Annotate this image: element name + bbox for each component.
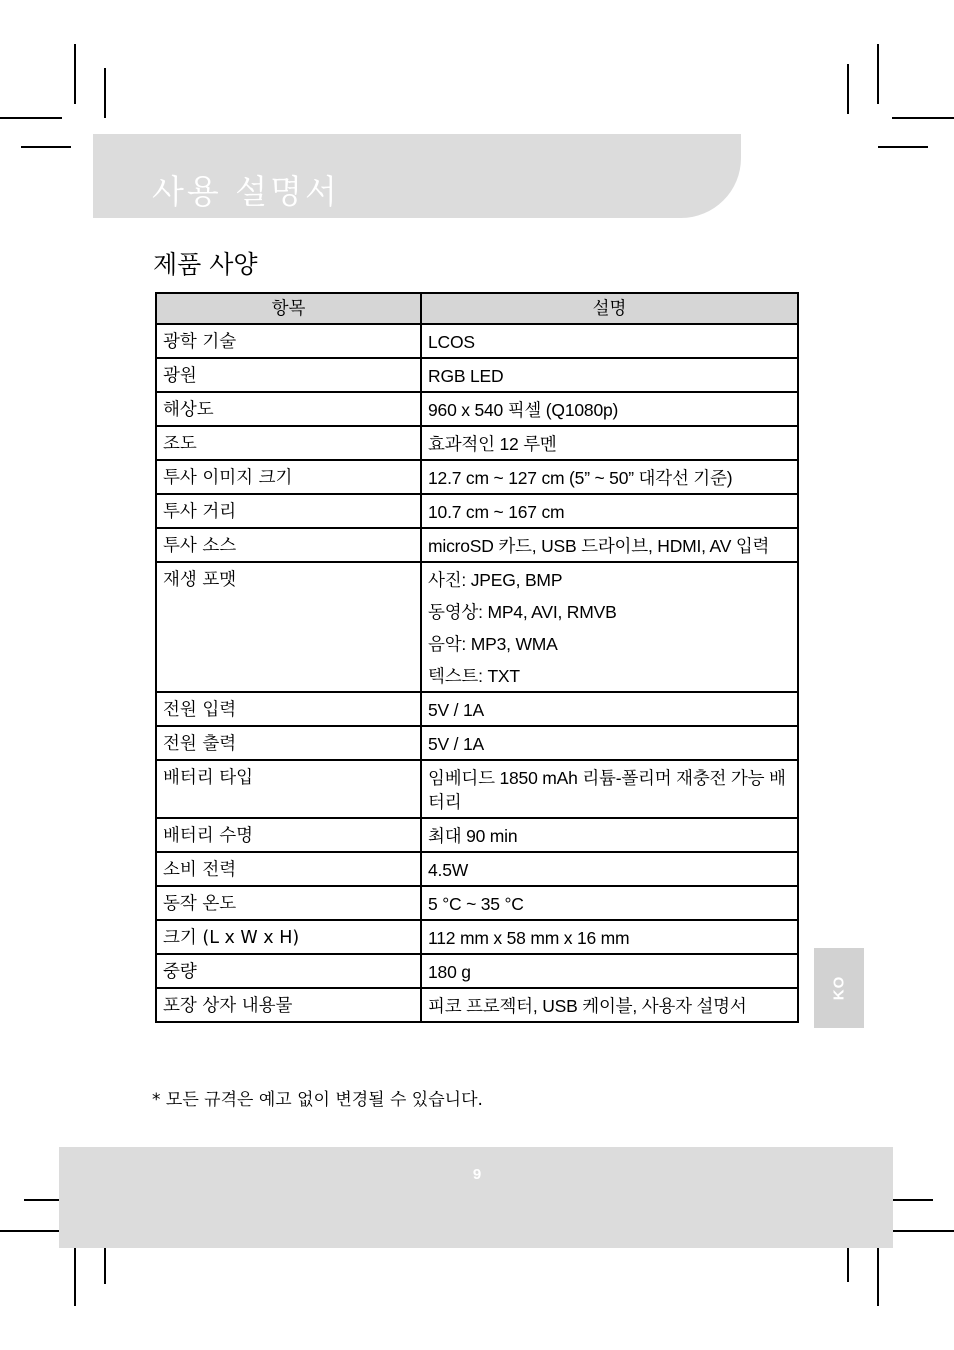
table-row [156, 324, 798, 358]
spec-label: 광원 [156, 358, 421, 392]
spec-value-cell [421, 562, 798, 692]
table-row [156, 988, 798, 1022]
table-row [156, 562, 798, 692]
table-row [156, 886, 798, 920]
spec-label: 포장 상자 내용물 [156, 988, 421, 1022]
spec-value-cell [421, 920, 798, 954]
spec-value: 효과적인 12 루멘 [428, 434, 557, 454]
spec-value: 음악: MP3, WMA [428, 634, 558, 654]
spec-value: 960 x 540 픽셀 (Q1080p) [428, 400, 619, 420]
crop-mark [877, 1246, 879, 1306]
spec-value-cell [421, 886, 798, 920]
spec-label: 중량 [156, 954, 421, 988]
spec-value-cell [421, 852, 798, 886]
table-row [156, 426, 798, 460]
spec-value: 동영상: MP4, AVI, RMVB [428, 602, 617, 622]
spec-value-cell [421, 988, 798, 1022]
table-row [156, 726, 798, 760]
spec-value-cell [421, 692, 798, 726]
section-title: 제품 사양 [153, 250, 258, 279]
spec-value: 112 mm x 58 mm x 16 mm [428, 928, 630, 948]
spec-label: 광학 기술 [156, 324, 421, 358]
table-row [156, 692, 798, 726]
spec-value: 5 °C ~ 35 °C [428, 894, 524, 914]
crop-mark [892, 117, 954, 119]
spec-table [155, 292, 799, 1023]
header-item: 항목 [156, 293, 421, 324]
table-row [156, 528, 798, 562]
spec-value-cell [421, 392, 798, 426]
spec-label: 배터리 타입 [156, 760, 421, 818]
spec-label: 소비 전력 [156, 852, 421, 886]
spec-value-cell [421, 324, 798, 358]
spec-value-cell [421, 494, 798, 528]
spec-label: 조도 [156, 426, 421, 460]
crop-mark [0, 1230, 62, 1232]
table-row [156, 760, 798, 818]
spec-value: 사진: JPEG, BMP [428, 570, 563, 590]
spec-label: 해상도 [156, 392, 421, 426]
language-tab-label: KO [830, 975, 848, 1001]
spec-value: 180 g [428, 962, 471, 982]
crop-mark [74, 44, 76, 104]
spec-value: RGB LED [428, 366, 504, 386]
spec-value: 12.7 cm ~ 127 cm (5” ~ 50” 대각선 기준) [428, 468, 733, 488]
spec-value-cell [421, 818, 798, 852]
crop-mark [847, 64, 849, 114]
spec-value-cell [421, 426, 798, 460]
spec-label: 투사 소스 [156, 528, 421, 562]
spec-value: 임베디드 1850 mAh 리튬-폴리머 재충전 가능 배터리 [428, 768, 786, 812]
table-row [156, 818, 798, 852]
table-row [156, 358, 798, 392]
table-header-row [156, 293, 798, 324]
table-row [156, 954, 798, 988]
crop-mark [74, 1246, 76, 1306]
spec-value: 10.7 cm ~ 167 cm [428, 502, 565, 522]
spec-value: 4.5W [428, 860, 469, 880]
spec-label: 전원 입력 [156, 692, 421, 726]
crop-mark [877, 44, 879, 104]
spec-value: 피코 프로젝터, USB 케이블, 사용자 설명서 [428, 996, 747, 1016]
footer-band [59, 1147, 893, 1248]
header-description: 설명 [421, 293, 798, 324]
spec-label: 배터리 수명 [156, 818, 421, 852]
table-row [156, 494, 798, 528]
spec-value-cell [421, 528, 798, 562]
crop-mark [104, 68, 106, 118]
crop-mark [21, 146, 71, 148]
spec-label: 동작 온도 [156, 886, 421, 920]
spec-value: LCOS [428, 332, 475, 352]
spec-value-cell [421, 760, 798, 818]
spec-value-cell [421, 460, 798, 494]
spec-value: microSD 카드, USB 드라이브, HDMI, AV 입력 [428, 536, 770, 556]
page-number: 9 [472, 1166, 482, 1183]
spec-label: 크기 (L x W x H) [156, 920, 421, 954]
crop-mark [0, 117, 62, 119]
table-row [156, 460, 798, 494]
spec-label: 전원 출력 [156, 726, 421, 760]
spec-value: 텍스트: TXT [428, 666, 520, 686]
spec-value: 5V / 1A [428, 734, 484, 754]
spec-value: 최대 90 min [428, 826, 518, 846]
spec-value: 5V / 1A [428, 700, 484, 720]
spec-label: 투사 거리 [156, 494, 421, 528]
table-row [156, 852, 798, 886]
spec-label: 재생 포맷 [156, 562, 421, 692]
spec-value-cell [421, 358, 798, 392]
spec-label: 투사 이미지 크기 [156, 460, 421, 494]
table-row [156, 392, 798, 426]
footnote: * 모든 규격은 예고 없이 변경될 수 있습니다. [152, 1090, 483, 1110]
manual-title: 사용 설명서 [152, 172, 340, 211]
table-row [156, 920, 798, 954]
spec-value-cell [421, 726, 798, 760]
crop-mark [892, 1230, 954, 1232]
crop-mark [878, 146, 928, 148]
language-tab [814, 948, 864, 1028]
spec-value-cell [421, 954, 798, 988]
